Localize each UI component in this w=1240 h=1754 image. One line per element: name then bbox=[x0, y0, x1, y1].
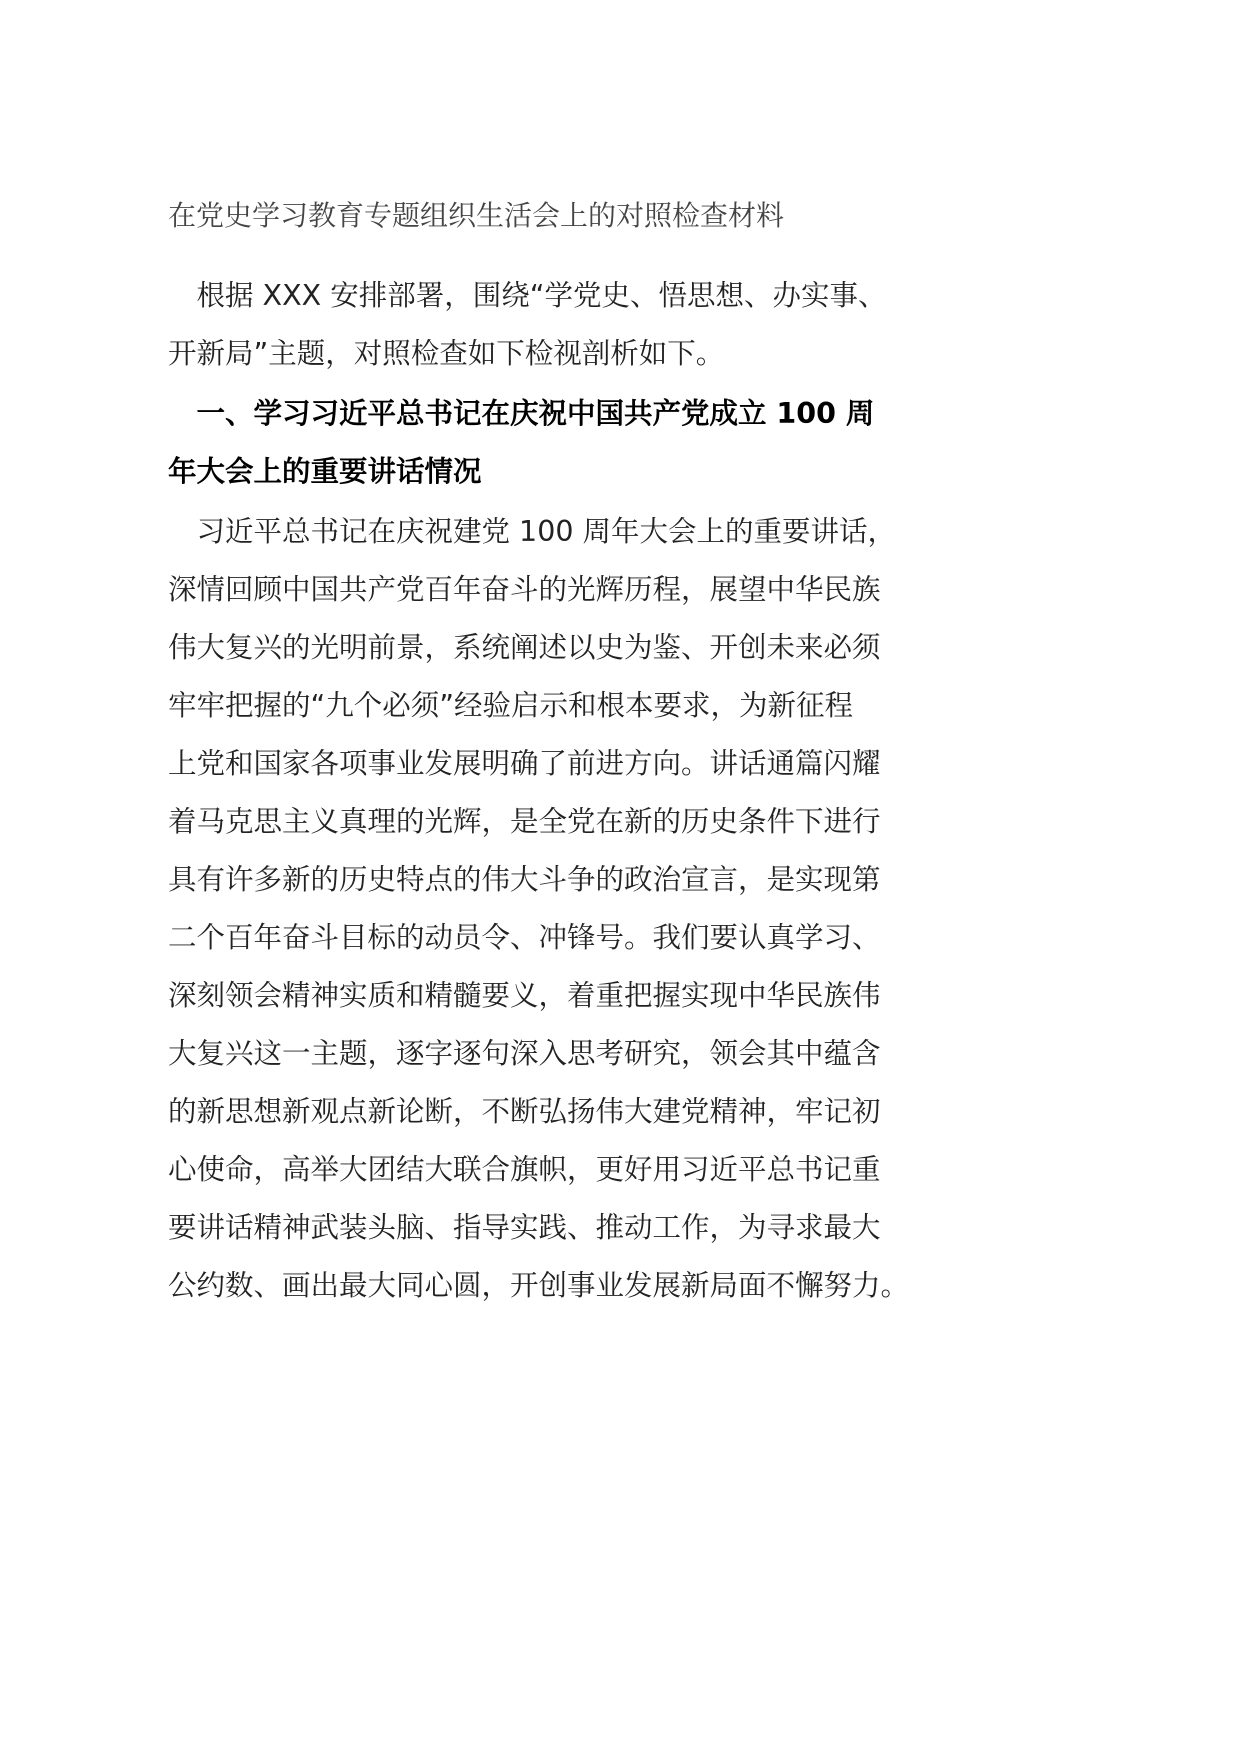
body-line: 牢牢把握的“九个必须”经验启示和根本要求，为新征程 bbox=[168, 689, 854, 722]
body-line: 心使命，高举大团结大联合旗帜，更好用习近平总书记重 bbox=[168, 1153, 881, 1186]
body-line: 上党和国家各项事业发展明确了前进方向。讲话通篇闪耀 bbox=[168, 747, 881, 780]
document-title: 在党史学习教育专题组织生活会上的对照检查材料 bbox=[168, 199, 785, 232]
body-line: 的新思想新观点新论断，不断弘扬伟大建党精神，牢记初 bbox=[168, 1095, 881, 1128]
intro-line: 开新局”主题，对照检查如下检视剖析如下。 bbox=[168, 337, 725, 370]
body-line: 深刻领会精神实质和精髓要义，着重把握实现中华民族伟 bbox=[168, 979, 881, 1012]
body-line: 深情回顾中国共产党百年奋斗的光辉历程，展望中华民族 bbox=[168, 573, 881, 606]
body-line: 着马克思主义真理的光辉，是全党在新的历史条件下进行 bbox=[168, 805, 881, 838]
intro-line: 根据 XXX 安排部署，围绕“学党史、悟思想、办实事、 bbox=[168, 279, 887, 312]
heading-line: 一、学习习近平总书记在庆祝中国共产党成立 100 周 bbox=[168, 397, 875, 430]
heading-line: 年大会上的重要讲话情况 bbox=[168, 455, 482, 488]
body-line: 要讲话精神武装头脑、指导实践、推动工作，为寻求最大 bbox=[168, 1211, 881, 1244]
body-line: 具有许多新的历史特点的伟大斗争的政治宣言，是实现第 bbox=[168, 863, 881, 896]
body-line: 公约数、画出最大同心圆，开创事业发展新局面不懈努力。 bbox=[168, 1269, 910, 1302]
body-line: 伟大复兴的光明前景，系统阐述以史为鉴、开创未来必须 bbox=[168, 631, 881, 664]
body-line: 二个百年奋斗目标的动员令、冲锋号。我们要认真学习、 bbox=[168, 921, 881, 954]
body-line: 大复兴这一主题，逐字逐句深入思考研究，领会其中蕴含 bbox=[168, 1037, 881, 1070]
body-line: 习近平总书记在庆祝建党 100 周年大会上的重要讲话， bbox=[168, 515, 897, 548]
